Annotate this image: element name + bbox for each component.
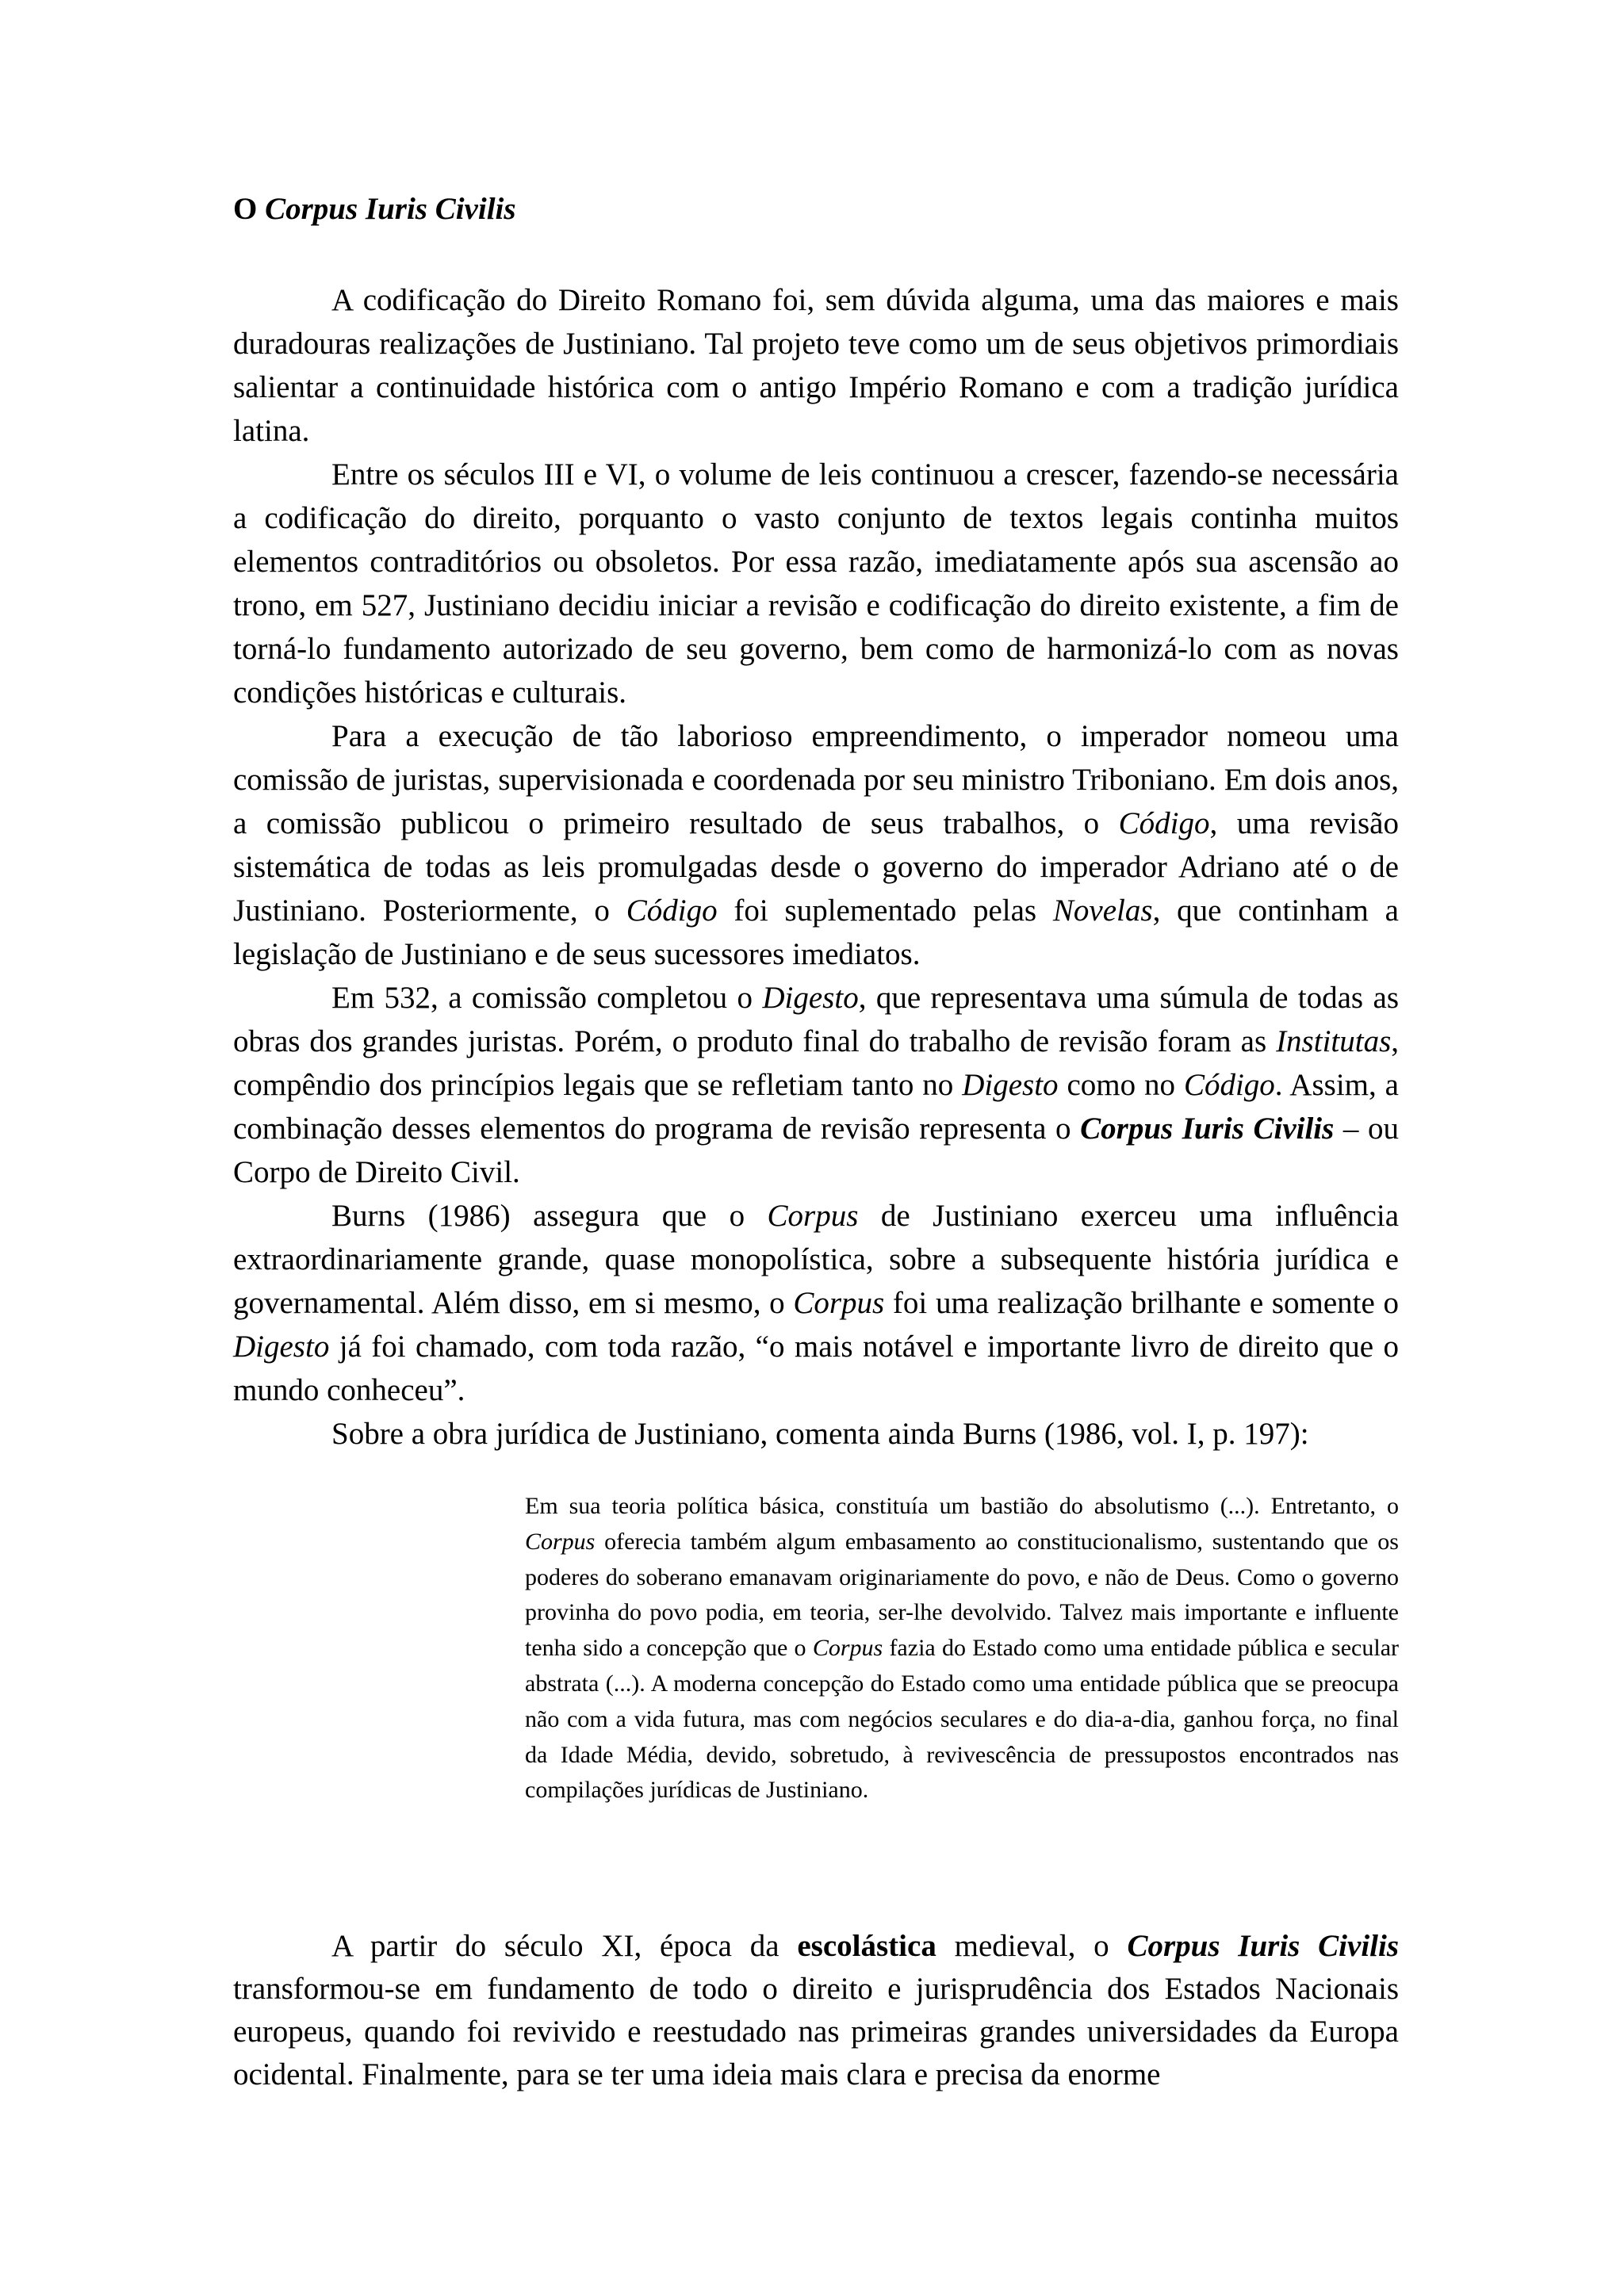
p3-text-4: , que continham a legislação de Justiniano e de seus sucessores imediatos. <box>233 894 1399 971</box>
block-quote <box>525 1489 1399 1808</box>
p5-text-4: já foi chamado, com toda razão, “o mais notável e importante livro de direito que o mundo conheceu”. <box>233 1330 1399 1407</box>
paragraph-2: Entre os séculos III e VI, o volume de leis continuou a crescer, fazendo-se necessária a codificação do direito, porquanto o vasto conjunto de textos legais continha muitos elementos contraditórios ou obsoletos. Por essa razão, imediatamente após sua ascensão ao trono, em 527, Justiniano decidiu iniciar a revisão e codificação do direito existente, a fim de torná-lo fundamento autorizado de seu governo, bem como de harmonizá-lo com as novas condições históricas e culturais. <box>233 457 1399 710</box>
p7-text-1: A partir do século XI, época da <box>331 1929 798 1963</box>
p4-italic-codigo: Código <box>1183 1068 1275 1102</box>
p3-text-1: Para a execução de tão laborioso empreendimento, o imperador nomeou uma comissão de juristas, supervisionada e coordenada por seu ministro Triboniano. Em dois anos, a comissão publicou o primeiro resultado de seus trabalhos, o <box>233 719 1399 840</box>
p4-bold-italic-corpus: Corpus Iuris Civilis <box>1080 1112 1335 1146</box>
quote-text-3: fazia do Estado como uma entidade pública e secular abstrata (...). A moderna concepção do Estado como uma entidade pública que se preocupa não com a vida futura, mas com negócios seculares e do dia-a-dia, ganhou força, no final da Idade Média, devido, sobretudo, à revivescência de pressupostos encontrados nas compilações jurídicas de Justiniano. <box>525 1635 1400 1804</box>
p5-italic-corpus-2: Corpus <box>793 1286 885 1320</box>
p5-text-1: Burns (1986) assegura que o <box>331 1199 768 1233</box>
paragraph-4 <box>233 976 1399 1194</box>
p3-text-2: , uma revisão sistemática de todas as leis promulgadas desde o governo do imperador Adriano até o de Justiniano. Posteriormente, o <box>233 806 1399 928</box>
paragraph-5 <box>233 1194 1399 1412</box>
p5-text-2: de Justiniano exerceu uma influência extraordinariamente grande, quase monopolística, sobre a subsequente história jurídica e governamental. Além disso, em si mesmo, o <box>233 1199 1400 1320</box>
p4-text-6: – ou Corpo de Direito Civil. <box>233 1112 1400 1189</box>
quote-text-2: oferecia também algum embasamento ao constitucionalismo, sustentando que os poderes do soberano emanavam originariamente do povo, e não de Deus. Como o governo provinha do povo podia, em teoria, ser-lhe devolvido. Talvez mais importante e influente tenha sido a concepção que o <box>525 1528 1399 1662</box>
paragraph-3 <box>233 714 1399 976</box>
quote-italic-corpus: Corpus <box>525 1528 596 1555</box>
p7-text-3: transformou-se em fundamento de todo o direito e jurisprudência dos Estados Nacionais europeus, quando foi revivido e reestudado nas primeiras grandes universidades da Europa ocidental. Finalmente, para se ter uma ideia mais clara e precisa da enorme <box>233 1972 1399 2091</box>
p7-text-2: medieval, o <box>936 1929 1128 1963</box>
quote-text <box>525 1489 1399 1808</box>
p4-italic-institutas: Institutas <box>1276 1024 1392 1058</box>
p3-italic-codigo-2: Código <box>626 894 718 928</box>
p4-text-3: , compêndio dos princípios legais que se refletiam tanto no <box>233 1024 1399 1102</box>
title-italic: Corpus Iuris Civilis <box>265 192 516 226</box>
p7-bold-escolastica: escolástica <box>797 1929 936 1963</box>
paragraph-1: A codificação do Direito Romano foi, sem dúvida alguma, uma das maiores e mais duradouras realizações de Justiniano. Tal projeto teve como um de seus objetivos primordiais salientar a continuidade histórica com o antigo Império Romano e com a tradição jurídica latina. <box>233 283 1399 448</box>
p4-italic-digesto-2: Digesto <box>962 1068 1059 1102</box>
body-text <box>233 278 1399 1456</box>
paragraph-7 <box>233 1925 1399 2096</box>
p7-bold-italic-corpus: Corpus Iuris Civilis <box>1127 1929 1400 1963</box>
p4-text-1: Em 532, a comissão completou o <box>331 981 763 1015</box>
p4-text-5: . Assim, a combinação desses elementos do programa de revisão representa o <box>233 1068 1399 1146</box>
p5-italic-digesto: Digesto <box>233 1330 330 1364</box>
body-text-continued <box>233 1925 1399 2096</box>
p4-text-2: , que representava uma súmula de todas as obras dos grandes juristas. Porém, o produto final do trabalho de revisão foram as <box>233 981 1399 1058</box>
p3-italic-novelas: Novelas <box>1052 894 1153 928</box>
quote-italic-corpus-2: Corpus <box>812 1635 883 1662</box>
p3-text-3: foi suplementado pelas <box>717 894 1053 928</box>
quote-text-1: Em sua teoria política básica, constituía um bastião do absolutismo (...). Entretanto, o <box>525 1493 1399 1519</box>
title-prefix: O <box>233 192 266 226</box>
p5-text-3: foi uma realização brilhante e somente o <box>884 1286 1399 1320</box>
p4-text-4: como no <box>1058 1068 1184 1102</box>
p5-italic-corpus: Corpus <box>767 1199 859 1233</box>
paragraph-6: Sobre a obra jurídica de Justiniano, comenta ainda Burns (1986, vol. I, p. 197): <box>331 1417 1309 1451</box>
p4-italic-digesto: Digesto <box>762 981 859 1015</box>
p3-italic-codigo: Código <box>1118 806 1210 840</box>
section-title <box>233 187 516 232</box>
